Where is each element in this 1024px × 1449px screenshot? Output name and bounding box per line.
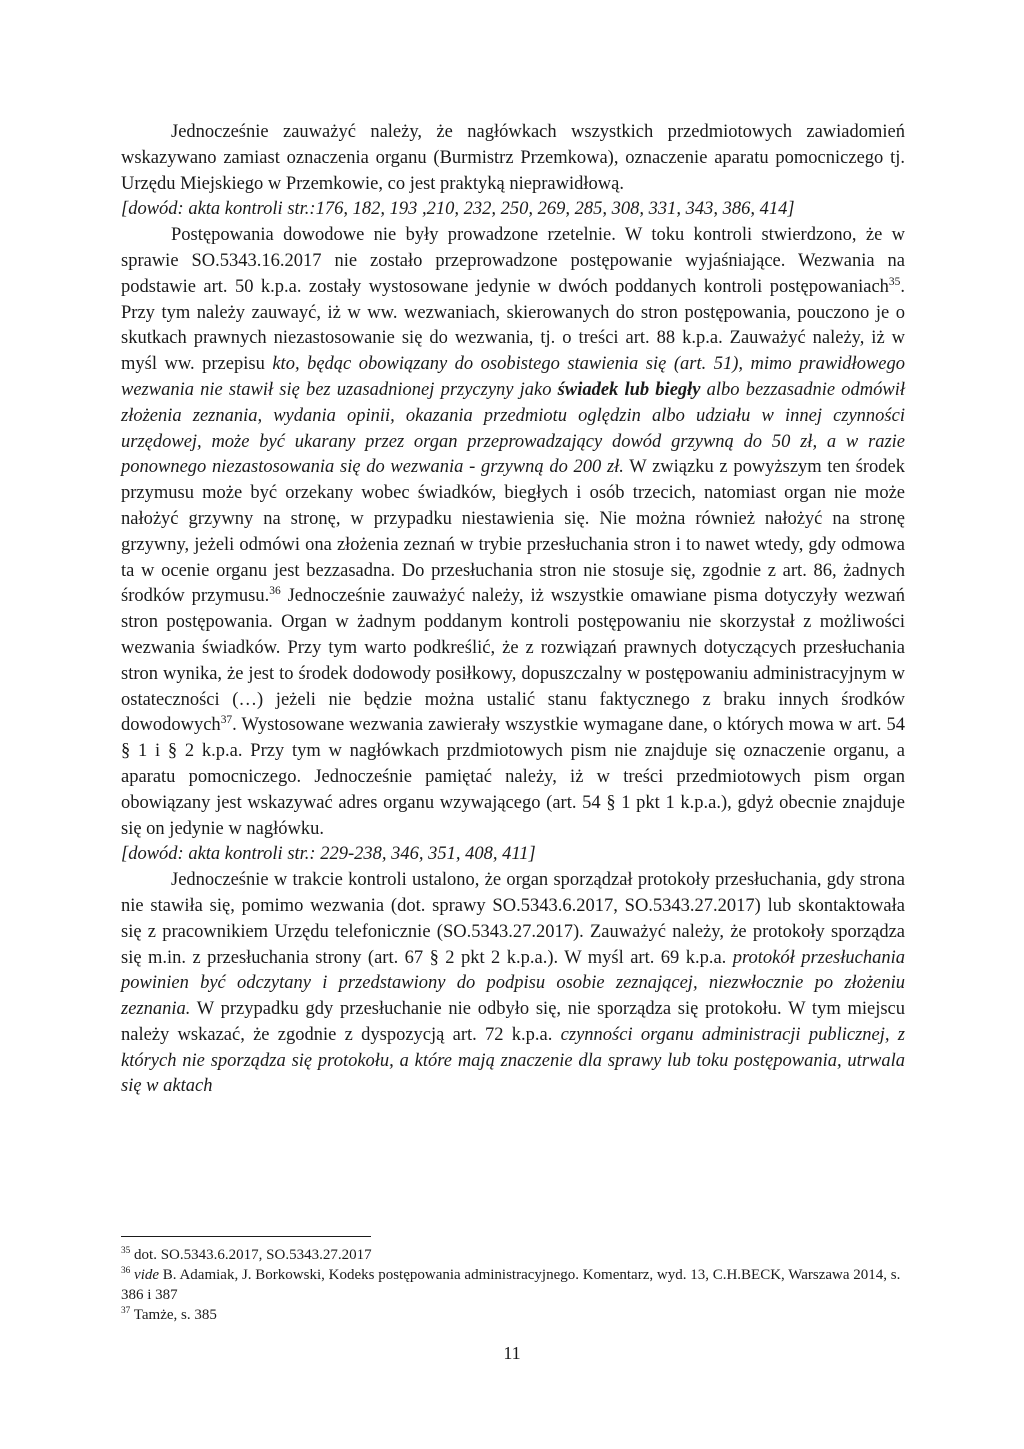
emphasized-text: świadek lub biegły — [557, 379, 701, 400]
text-segment: Jednocześnie w trakcie kontroli ustalono, że organ sporządzał protokoły przesłuchania, gdy strona nie stawiła się, pomimo wezwania (dot. sprawy SO.5343.6.2017, SO.5343.27.2017) lub skontaktowała się z pracownikiem Urzędu telefonicznie (SO.5343.27.2017). Zauważyć należy, że protokoły sporządza się m.in. z przesłuchania strony (art. 67 § 2 pkt 2 k.p.a.). W myśl art. 69 k.p.a. — [121, 870, 905, 968]
footnotes — [121, 1245, 905, 1325]
footnote-number: 36 — [121, 1266, 131, 1276]
text-segment: Jednocześnie zauważyć należy, iż wszystkie omawiane pisma dotyczyły wezwań stron postępowania. Organ w żadnym poddanym kontroli postępowaniu nie skorzystał z możliwości wezwania świadków. Przy tym warto podkreślić, że z rozwiązań prawnych dotyczących przesłuchania stron wynika, że jest to środek dodowody posiłkowy, dopuszczalny w postępowaniu administracyjnym w ostateczności (…) jeżeli nie będzie można ustalić stanu faktycznego z braku innych środków dowodowych — [121, 586, 905, 736]
text-segment: Postępowania dowodowe nie były prowadzone rzetelnie. W toku kontroli stwierdzono, że w sprawie SO.5343.16.2017 nie zostało przeprowadzone postępowanie wyjaśniające. Wezwania na podstawie art. 50 k.p.a. zostały wystosowane jedynie w dwóch poddanych kontroli postępowaniach — [121, 225, 905, 297]
footnote-reference: 37 — [220, 714, 233, 727]
text-segment: . Wystosowane wezwania zawierały wszystkie wymagane dane, o których mowa w art. 54 § 1 i § 2 k.p.a. Przy tym w nagłówkach przdmiotowych pism nie znajduje się oznaczenie organu, a aparatu pomocniczego. Jednocześnie pamiętać należy, iż w treści przedmiotowych pism organ obowiązany jest wskazywać adres organu wzywającego (art. 54 § 1 pkt 1 k.p.a.), gdyż obecnie znajduje się on jedynie w nagłówku. — [121, 715, 905, 839]
text-segment: B. Adamiak, J. Borkowski, Kodeks postępowania administracyjnego. Komentarz, wyd. 13, C.H.BECK, Warszawa 2014, s. 386 i 387 — [121, 1267, 901, 1303]
text-segment: [dowód: akta kontroli str.: 229-238, 346, 351, 408, 411] — [121, 844, 536, 865]
text-segment: dot. SO.5343.6.2017, SO.5343.27.2017 — [130, 1247, 372, 1263]
footnote-number: 35 — [121, 1246, 131, 1256]
quoted-text: protokół przesłuchania powinien być odczytany i przedstawiony do podpisu osobie zeznającej, niezwłocznie po złożeniu zeznania. — [121, 947, 905, 1020]
text-segment: W związku z powyższym ten środek przymusu może być orzekany wobec świadków, biegłych i osób trzecich, natomiast organ nie może nałożyć grzywny na stronę, w przypadku niestawienia się. Nie można również nałożyć na stronę grzywny, jeżeli odmówi ona złożenia zeznań w trybie przesłuchania stron i to nawet wtedy, gdy odmowa ta w ocenie organu jest bezzasadna. Do przesłuchania stron nie stosuje się, zgodnie z art. 86, żadnych środków przymusu. — [121, 457, 905, 607]
quoted-text: vide — [134, 1267, 160, 1283]
text-segment: Jednocześnie zauważyć należy, że nagłówkach wszystkich przedmiotowych zawiadomień wskazywano zamiast oznaczenia organu (Burmistrz Przemkowa), oznaczenie aparatu pomocniczego tj. Urzędu Miejskiego w Przemkowie, co jest praktyką nieprawidłową. — [121, 122, 905, 194]
paragraph — [121, 223, 905, 842]
text-segment: Tamże, s. 385 — [130, 1307, 217, 1323]
quoted-text: czynności organu administracji publicznej, z których nie sporządza się protokołu, a które mają znaczenie dla sprawy lub toku postępowania, utrwala się w aktach — [121, 1024, 905, 1097]
footnote-reference: 36 — [269, 585, 281, 598]
text-segment: . Przy tym należy zauwayć, iż w ww. wezwaniach, skierowanych do stron postępowania, pouczono je o skutkach prawnych niezastosowanie się do wezwania, tj. o treści art. 88 k.p.a. Zauważyć należy, iż w myśl ww. przepisu — [121, 276, 905, 375]
paragraph — [121, 120, 905, 197]
evidence-reference — [121, 197, 905, 223]
text-segment: W przypadku gdy przesłuchanie nie odbyło się, nie sporządza się protokołu. W tym miejscu należy wskazać, że zgodnie z dyspozycją art. 72 k.p.a. — [121, 999, 905, 1045]
footnote — [121, 1265, 905, 1305]
text-segment: [dowód: akta kontroli str.:176, 182, 193 ,210, 232, 250, 269, 285, 308, 331, 343, 386, 414] — [121, 199, 795, 220]
page-number: 11 — [503, 1343, 521, 1363]
evidence-reference — [121, 842, 905, 868]
footnote — [121, 1305, 905, 1325]
body-text — [121, 120, 905, 1100]
footnote — [121, 1245, 905, 1265]
footnote-number: 37 — [121, 1306, 131, 1316]
quoted-text: albo bezzasadnie odmówił złożenia zeznania, wydania opinii, okazania przedmiotu oględzin albo udziału w innej czynności urzędowej, może być ukarany przez organ przeprowadzający dowód grzywną do 50 zł, a w razie ponownego niezastosowania się do wezwania - grzywną do 200 zł. — [121, 379, 906, 478]
quoted-text: kto, będąc obowiązany do osobistego stawienia się (art. 51), mimo prawidłowego wezwania nie stawił się bez uzasadnionej przyczyny jako — [121, 354, 906, 400]
footnote-reference: 35 — [888, 275, 901, 288]
paragraph — [121, 868, 905, 1100]
footnote-separator — [121, 1236, 371, 1237]
